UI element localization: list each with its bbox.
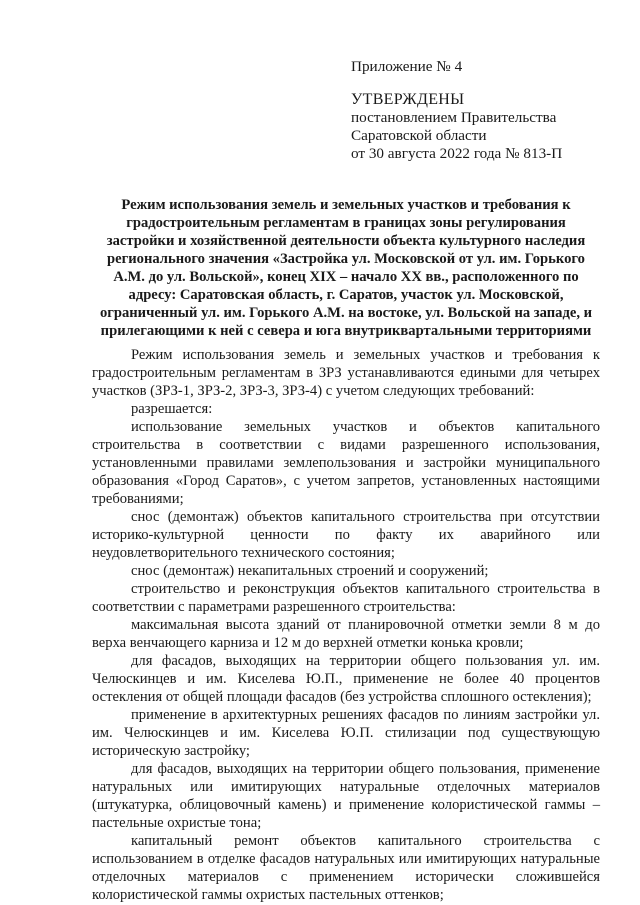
body-paragraph: применение в архитектурных решениях фасадов по линиям застройки ул. им. Челюскинцев и им. Киселева Ю.П. стилизации под существующую историческую застройку; bbox=[92, 707, 600, 759]
approved-heading: УТВЕРЖДЕНЫ bbox=[351, 91, 465, 108]
body-paragraph: максимальная высота зданий от планировочной отметки земли 8 м до верха венчающего карниза и 12 м до верхней отметки конька кровли; bbox=[92, 617, 600, 651]
annex-number: Приложение № 4 bbox=[351, 58, 463, 75]
body-paragraph: капитальный ремонт объектов капитального строительства с использованием в отделке фасадов натуральных или имитирующих натуральные отделочных материалов с применением исторически сложившейся колористической гаммы охристых пастельных оттенков; bbox=[92, 833, 600, 903]
body-paragraph: строительство и реконструкция объектов капитального строительства в соответствии с параметрами разрешенного строительства: bbox=[92, 581, 600, 615]
body-paragraph: для фасадов, выходящих на территории общего пользования, применение натуральных или имитирующих натуральные отделочных материалов (штукатурка, облицовочный камень) и применение колористической гаммы – пастельные охристые тона; bbox=[92, 761, 600, 831]
approval-header bbox=[351, 58, 611, 163]
body-paragraph: Режим использования земель и земельных участков и требования к градостроительным регламентам в ЗРЗ устанавливаются едиными для четырех участков (ЗРЗ-1, ЗРЗ-2, ЗРЗ-3, ЗРЗ-4) с учетом следующих требований: bbox=[92, 347, 600, 399]
body-paragraph: разрешается: bbox=[131, 401, 213, 417]
approval-line: Саратовской области bbox=[351, 127, 487, 144]
body-paragraph: снос (демонтаж) объектов капитального строительства при отсутствии историко-культурной ценности по факту их аварийного или неудовлетворительного технического состояния; bbox=[92, 509, 600, 561]
approval-line: постановлением Правительства bbox=[351, 109, 557, 126]
document-body bbox=[92, 346, 600, 904]
body-paragraph: снос (демонтаж) некапитальных строений и сооружений; bbox=[131, 563, 489, 579]
body-paragraph: использование земельных участков и объектов капитального строительства в соответствии с видами разрешенного использования, установленными правилами землепользования и застройки муниципального образования «Город Саратов», с учетом запретов, установленных настоящими требованиями; bbox=[92, 419, 600, 507]
body-paragraph: для фасадов, выходящих на территории общего пользования ул. им. Челюскинцев и им. Киселева Ю.П., применение не более 40 процентов остекления от общей площади фасадов (без устройства сплошного остекления); bbox=[92, 653, 600, 705]
approval-line: от 30 августа 2022 года № 813-П bbox=[351, 145, 563, 162]
document-title: Режим использования земель и земельных участков и требования к градостроительным регламентам в границах зоны регулирования застройки и хозяйственной деятельности объекта культурного наследия регионального значения «Застройка ул. Московской от ул. им. Горького А.М. до ул. Вольской», конец XIX – начало XX вв., расположенного по адресу: Саратовская область, г. Саратов, участок ул. Московской, ограниченный ул. им. Горького А.М. на востоке, ул. Вольской на западе, и прилегающими к ней с севера и юга внутриквартальными территориями bbox=[99, 197, 593, 339]
